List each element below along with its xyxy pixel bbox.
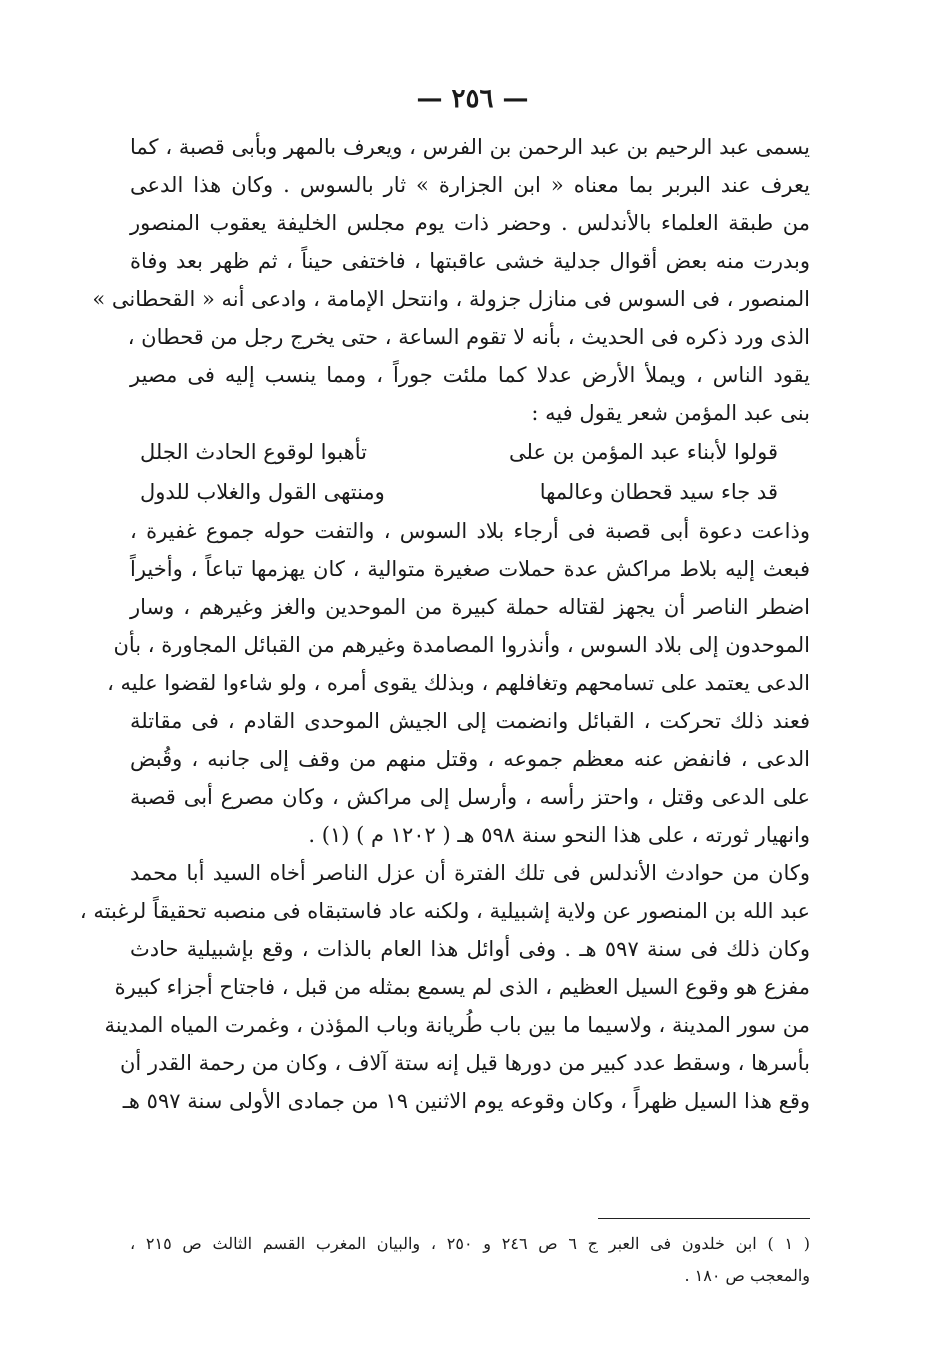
footnote-line: والمعجب ص ١٨٠ . xyxy=(684,1266,810,1285)
text-line: على الدعى وقتل ، واحتز رأسه ، وأرسل إلى مراكش ، وكان مصرع أبى قصبة xyxy=(130,785,810,809)
paragraph-1 xyxy=(92,128,810,432)
text-line: يقود الناس ، ويملأ الأرض عدلا كما ملئت جوراً ، ومما ينسب إليه فى مصير xyxy=(130,363,810,387)
footnote-line: ( ١ ) ابن خلدون فى العبر ج ٦ ص ٢٤٦ و ٢٥٠ ، والبيان المغرب القسم الثالث ص ٢١٥ ، xyxy=(130,1234,811,1253)
paragraph-3 xyxy=(79,854,810,1120)
page-number: — ٢٥٦ — xyxy=(416,84,529,114)
poem xyxy=(130,432,810,512)
text-line: بنى عبد المؤمن شعر يقول فيه : xyxy=(531,401,810,425)
verse-second-hemistich: ومنتهى القول والغلاب للدول xyxy=(140,480,385,504)
text-line: الذى ورد ذكره فى الحديث ، بأنه لا تقوم الساعة ، حتى يخرج رجل من قحطان ، xyxy=(127,325,810,349)
text-line: المنصور ، فى السوس فى منازل جزولة ، وانتحل الإمامة ، وادعى أنه « القحطانى » xyxy=(92,287,810,311)
main-text xyxy=(79,128,810,1120)
text-line: بأسرها ، وسقط عدد كبير من دورها قيل إنه ستة آلاف ، وكان من رحمة القدر أن xyxy=(119,1051,810,1075)
text-line: فعند ذلك تحركت ، القبائل وانضمت إلى الجيش الموحدى القادم ، فى مقاتلة xyxy=(130,709,810,733)
paragraph-2 xyxy=(107,512,810,854)
text-line: مفزع هو وقوع السيل العظيم ، الذى لم يسمع بمثله من قبل ، فاجتاح أجزاء كبيرة xyxy=(114,975,810,999)
text-line: وكان من حوادث الأندلس فى تلك الفترة أن عزل الناصر أخاه السيد أبا محمد xyxy=(130,861,810,885)
text-line: اضطر الناصر أن يجهز لقتاله حملة كبيرة من الموحدين والغز وغيرهم ، وسار xyxy=(130,595,810,619)
poem-verse xyxy=(130,472,810,512)
text-line: وبدرت منه بعض أقوال جدلية خشى عاقبتها ، فاختفى حيناً ، ثم ظهر بعد وفاة xyxy=(130,249,810,273)
text-line: عبد الله بن المنصور عن ولاية إشبيلية ، ولكنه عاد فاستبقاه فى منصبه تحقيقاً لرغبته ، xyxy=(79,899,810,923)
footnotes xyxy=(130,1228,810,1292)
text-line: الدعى يعتمد على تسامحهم وتغافلهم ، وبذلك يقوى أمره ، ولو شاءوا لقضوا عليه ، xyxy=(107,671,810,695)
text-line: وذاعت دعوة أبى قصبة فى أرجاء بلاد السوس ، والتفت حوله جموع غفيرة ، xyxy=(130,519,810,543)
text-line: فبعث إليه بلاط مراكش عدة حملات صغيرة متوالية ، كان يهزمها تباعاً ، وأخيراً xyxy=(130,557,810,581)
text-line: الموحدون إلى بلاد السوس ، وأنذروا المصامدة وغيرهم من القبائل المجاورة ، بأن xyxy=(113,633,810,657)
text-line: من سور المدينة ، ولاسيما ما بين باب طُريانة وباب المؤذن ، وغمرت المياه المدينة xyxy=(104,1013,810,1037)
text-line: الدعى ، فانفض عنه معظم جموعه ، وقتل منهم من وقف إلى جانبه ، وقُبض xyxy=(130,747,810,771)
poem-verse xyxy=(130,432,810,472)
text-line: يعرف عند البربر بما معناه « ابن الجزارة » ثار بالسوس . وكان هذا الدعى xyxy=(130,173,810,197)
text-line: من طبقة العلماء بالأندلس . وحضر ذات يوم مجلس الخليفة يعقوب المنصور xyxy=(130,211,810,235)
verse-first-hemistich: قولوا لأبناء عبد المؤمن بن على xyxy=(509,440,778,464)
verse-first-hemistich: قد جاء سيد قحطان وعالمها xyxy=(539,480,778,504)
text-line: يسمى عبد الرحيم بن عبد الرحمن بن الفرس ، ويعرف بالمهر وبأبى قصبة ، كما xyxy=(130,135,810,159)
footnote-divider xyxy=(598,1218,810,1219)
text-line: وكان ذلك فى سنة ٥٩٧ هـ . وفى أوائل هذا العام بالذات ، وقع بإشبيلية حادث xyxy=(130,937,810,961)
text-line: وانهيار ثورته ، على هذا النحو سنة ٥٩٨ هـ ( ١٢٠٢ م ) (١) . xyxy=(308,823,810,847)
verse-second-hemistich: تأهبوا لوقوع الحادث الجلل xyxy=(140,440,367,464)
text-line: وقع هذا السيل ظهراً ، وكان وقوعه يوم الاثنين ١٩ من جمادى الأولى سنة ٥٩٧ هـ xyxy=(122,1089,810,1113)
